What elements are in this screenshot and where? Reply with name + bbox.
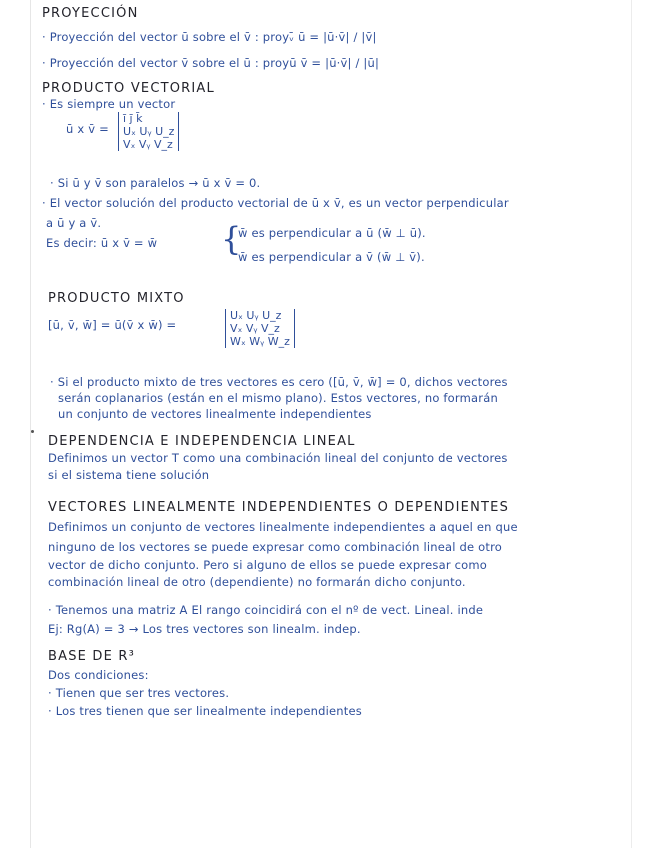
vectorial-brace-line-1: w̄ es perpendicular a ū (w̄ ⊥ ū).: [238, 226, 426, 240]
dependencia-line-1: Definimos un vector T como una combinación lineal del conjunto de vectores: [48, 451, 508, 465]
vectorial-formula-label: ū x v̄ =: [66, 122, 109, 136]
base-line-2: · Tienen que ser tres vectores.: [48, 686, 230, 700]
margin-dot: [31, 430, 34, 433]
vectores-li-line-1: Definimos un conjunto de vectores linealmente independientes a aquel en que: [48, 520, 518, 534]
heading-base: BASE DE R³: [48, 649, 136, 664]
mixto-line-2: serán coplanarios (están en el mismo plano). Estos vectores, no formarán: [58, 391, 498, 405]
vectorial-line-1: · Es siempre un vector: [42, 97, 176, 111]
mixto-formula: [ū, v̄, w̄] = ū(v̄ x w̄) =: [48, 318, 177, 332]
vectorial-line-4: a ū y a v̄.: [46, 216, 102, 230]
vectorial-line-3: · El vector solución del producto vectorial de ū x v̄, es un vector perpendicular: [42, 196, 509, 210]
vectorial-line-2: · Si ū y v̄ son paralelos → ū x v̄ = 0.: [50, 176, 261, 190]
proyeccion-line-2: · Proyección del vector v̄ sobre el ū : proyū v̄ = |ū·v̄| / |ū|: [42, 56, 380, 70]
mixto-line-3: un conjunto de vectores linealmente independientes: [58, 407, 372, 421]
proyeccion-line-1: · Proyección del vector ū sobre el v̄ : proyᵥ̄ ū = |ū·v̄| / |v̄|: [42, 30, 377, 44]
base-line-3: · Los tres tienen que ser linealmente independientes: [48, 704, 362, 718]
vectorial-determinant: [118, 112, 179, 151]
determinant-row: Uₓ Uᵧ U_z: [123, 125, 175, 138]
determinant-row: Wₓ Wᵧ W_z: [230, 335, 290, 348]
mixto-determinant: [225, 309, 295, 348]
base-line-1: Dos condiciones:: [48, 668, 149, 682]
vectores-li-line-2: ninguno de los vectores se puede expresar como combinación lineal de otro: [48, 540, 503, 554]
vectores-li-line-5: · Tenemos una matriz A El rango coincidirá con el nº de vect. Lineal. inde: [48, 603, 484, 617]
mixto-line-1: · Si el producto mixto de tres vectores es cero ([ū, v̄, w̄] = 0, dichos vectores: [50, 375, 508, 389]
heading-proyeccion: PROYECCIÓN: [42, 6, 139, 21]
heading-producto-vectorial: PRODUCTO VECTORIAL: [42, 81, 215, 96]
vectores-li-line-3: vector de dicho conjunto. Pero si alguno de ellos se puede expresar como: [48, 558, 487, 572]
heading-vectores-li: VECTORES LINEALMENTE INDEPENDIENTES O DEPENDIENTES: [48, 500, 510, 515]
determinant-row: Uₓ Uᵧ U_z: [230, 309, 282, 322]
determinant-row: ī j̄ k̄: [123, 112, 143, 125]
determinant-row: Vₓ Vᵧ V_z: [230, 322, 280, 335]
vectorial-es-decir: Es decir: ū x v̄ = w̄: [46, 236, 158, 250]
curly-brace-icon: {: [221, 220, 242, 258]
vectorial-brace-line-2: w̄ es perpendicular a v̄ (w̄ ⊥ v̄).: [238, 250, 425, 264]
vectores-li-line-6: Ej: Rg(A) = 3 → Los tres vectores son linealm. indep.: [48, 622, 361, 636]
heading-producto-mixto: PRODUCTO MIXTO: [48, 291, 185, 306]
heading-dependencia: DEPENDENCIA E INDEPENDENCIA LINEAL: [48, 434, 356, 449]
determinant-row: Vₓ Vᵧ V_z: [123, 138, 173, 151]
vectores-li-line-4: combinación lineal de otro (dependiente) no formarán dicho conjunto.: [48, 575, 466, 589]
dependencia-line-2: si el sistema tiene solución: [48, 468, 210, 482]
